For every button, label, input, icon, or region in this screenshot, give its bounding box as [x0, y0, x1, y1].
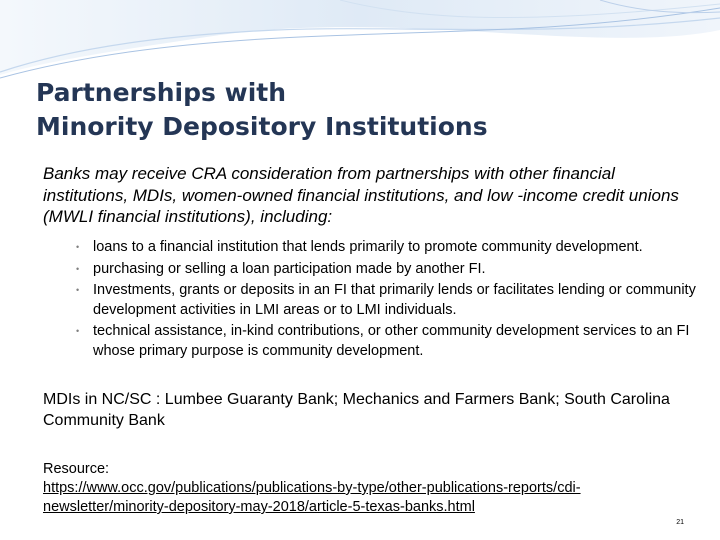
intro-paragraph: Banks may receive CRA consideration from partnerships with other financial institutions, MDIs, women-owned financial institutions, and low -income credit unions (MWLI financial institutions), including:: [43, 164, 679, 226]
bullet-icon: •: [76, 242, 80, 252]
bullet-list: [76, 238, 701, 363]
list-item-text: loans to a financial institution that lends primarily to promote community development.: [93, 239, 643, 255]
resource-block: [43, 460, 683, 517]
slide-title-line-2: Minority Depository Institutions: [36, 112, 488, 141]
resource-link[interactable]: https://www.occ.gov/publications/publications-by-type/other-publications-reports/cdi-newsletter/minority-depository-may-2018/article-5-texas-banks.html: [43, 480, 581, 515]
bullet-icon: •: [76, 285, 80, 295]
list-item: [76, 260, 701, 280]
list-item-text: purchasing or selling a loan participation made by another FI.: [93, 260, 486, 277]
list-item: [76, 238, 701, 258]
header-wave-decoration: [0, 0, 720, 80]
list-item-text: technical assistance, in-kind contributions, or other community development services to an FI whose primary purpose is community development.: [93, 323, 690, 359]
list-item: [76, 281, 701, 320]
slide-title: [36, 76, 488, 144]
page-number: 21: [676, 519, 684, 526]
list-item: [76, 322, 701, 361]
slide-title-line-1: Partnerships with: [36, 78, 287, 107]
resource-label: Resource:: [43, 461, 110, 477]
list-item-text: Investments, grants or deposits in an FI that primarily lends or facilitates lending or community development activities in LMI areas or to LMI individuals.: [93, 282, 696, 318]
mdi-list-paragraph: MDIs in NC/SC : Lumbee Guaranty Bank; Mechanics and Farmers Bank; South Carolina Community Bank: [43, 391, 670, 429]
bullet-icon: •: [76, 263, 80, 274]
bullet-icon: •: [76, 326, 80, 336]
